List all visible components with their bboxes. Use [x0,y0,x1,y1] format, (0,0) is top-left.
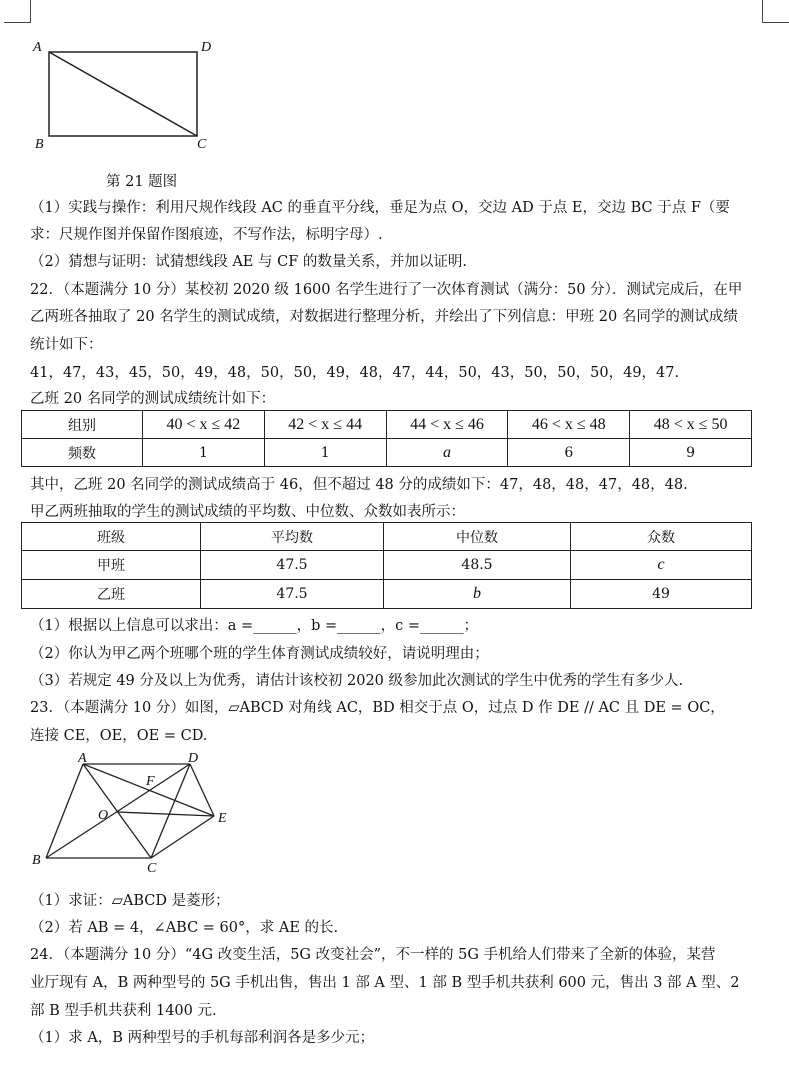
q23-line1: 23．（本题满分 10 分）如图，▱ABCD 对角线 AC，BD 相交于点 O，过点 D 作 DE // AC 且 DE = OC， [30,700,725,716]
fig23-label-e: E [218,811,227,826]
q23-line2: 连接 CE，OE，OE = CD. [30,728,208,744]
q22-line2: 乙两班各抽取了 20 名学生的测试成绩，对数据进行整理分析，并绘出了下列信息：甲班 20 名同学的测试成绩 [30,309,738,325]
side-dc [151,764,190,858]
q21-part1-line2: 求：尺规作图并保留作图痕迹，不写作法，标明字母）. [30,227,383,243]
freq-row-cell: 1 [264,439,386,467]
stats-table [21,522,752,609]
freq-row-cell: 9 [630,439,752,467]
freq-header-cell: 40 < x ≤ 42 [143,411,265,439]
stats-cell: 乙班 [22,580,201,609]
side-ab [46,764,83,858]
stats-cell: 47.5 [201,551,384,580]
freq-header-cell: 44 < x ≤ 46 [386,411,508,439]
frequency-table [21,410,752,467]
stats-header-cell: 班级 [22,523,201,551]
q22-stats-intro: 甲乙两班抽取的学生的测试成绩的平均数、中位数、众数如表所示： [30,504,465,520]
figure-21 [30,36,220,156]
fig23-label-c: C [147,861,157,876]
corner-mark-right [762,0,789,23]
q23-subq2: （2）若 AB = 4，∠ABC = 60°，求 AE 的长. [30,920,339,936]
stats-cell: b [384,580,571,609]
fig23-label-d: D [188,752,199,766]
figure-23 [28,752,248,876]
freq-header-cell: 组别 [22,411,143,439]
corner-mark-left [4,0,31,23]
fig21-label-a: A [33,40,42,55]
fig21-caption: 第 21 题图 [106,174,178,190]
freq-row-cell: 1 [143,439,265,467]
freq-header-cell: 48 < x ≤ 50 [630,411,752,439]
stats-cell: c [571,551,752,580]
diagonal-ac [49,52,197,136]
stats-header-cell: 众数 [571,523,752,551]
q24-subq1: （1）求 A，B 两种型号的手机每部利润各是多少元； [30,1030,375,1046]
q22-note: 其中，乙班 20 名同学的测试成绩高于 46，但不超过 48 分的成绩如下：47，48，48，47，48，48. [30,477,688,493]
freq-row-cell: 6 [508,439,630,467]
q22-subq2: （2）你认为甲乙两个班哪个班的学生体育测试成绩较好，请说明理由； [30,646,489,662]
fig21-label-d: D [201,40,212,55]
q22-jia-scores: 41，47，43，45，50，49，48，50，50，49，48，47，44，50，43，50，50，50，49，47. [30,365,680,381]
stats-cell: 49 [571,580,752,609]
stats-cell: 47.5 [201,580,384,609]
q22-line3: 统计如下： [30,337,103,353]
fig23-label-a: A [78,752,87,766]
q22-subq3: （3）若规定 49 分及以上为优秀，请估计该校初 2020 级参加此次测试的学生中优秀的学生有多少人. [30,673,684,689]
stats-cell: 甲班 [22,551,201,580]
q22-yi-intro: 乙班 20 名同学的测试成绩统计如下： [30,391,276,407]
fig23-label-f: F [146,774,155,789]
freq-row-cell: a [386,439,508,467]
fig21-label-b: B [35,137,44,152]
freq-header-cell: 46 < x ≤ 48 [508,411,630,439]
q24-line1: 24．（本题满分 10 分）“4G 改变生活，5G 改变社会”，不一样的 5G 手机给人们带来了全新的体验，某营 [30,947,716,963]
q21-part1-line1: （1）实践与操作：利用尺规作线段 AC 的垂直平分线，垂足为点 O，交边 AD 于点 E，交边 BC 于点 F（要 [30,200,730,216]
fig21-label-c: C [197,137,207,152]
q21-part2: （2）猜想与证明：试猜想线段 AE 与 CF 的数量关系，并加以证明. [30,254,467,270]
fig23-label-b: B [32,853,41,868]
q23-subq1: （1）求证：▱ABCD 是菱形； [30,893,230,909]
q24-line3: 部 B 型手机共获利 1400 元. [30,1003,217,1019]
q22-line1: 22．（本题满分 10 分）某校初 2020 级 1600 名学生进行了一次体育测试（满分：50 分）．测试完成后，在甲 [30,282,743,298]
stats-header-cell: 平均数 [201,523,384,551]
stats-cell: 48.5 [384,551,571,580]
freq-header-cell: 42 < x ≤ 44 [264,411,386,439]
q24-line2: 业厅现有 A，B 两种型号的 5G 手机出售，售出 1 部 A 型、1 部 B 型手机共获利 600 元，售出 3 部 A 型、2 [30,975,740,991]
segment-oe [117,812,214,816]
freq-row-cell: 频数 [22,439,143,467]
fig23-label-o: O [98,808,109,823]
q22-subq1: （1）根据以上信息可以求出：a =______，b =______，c =______； [30,618,479,634]
segment-ce [151,816,214,858]
stats-header-cell: 中位数 [384,523,571,551]
